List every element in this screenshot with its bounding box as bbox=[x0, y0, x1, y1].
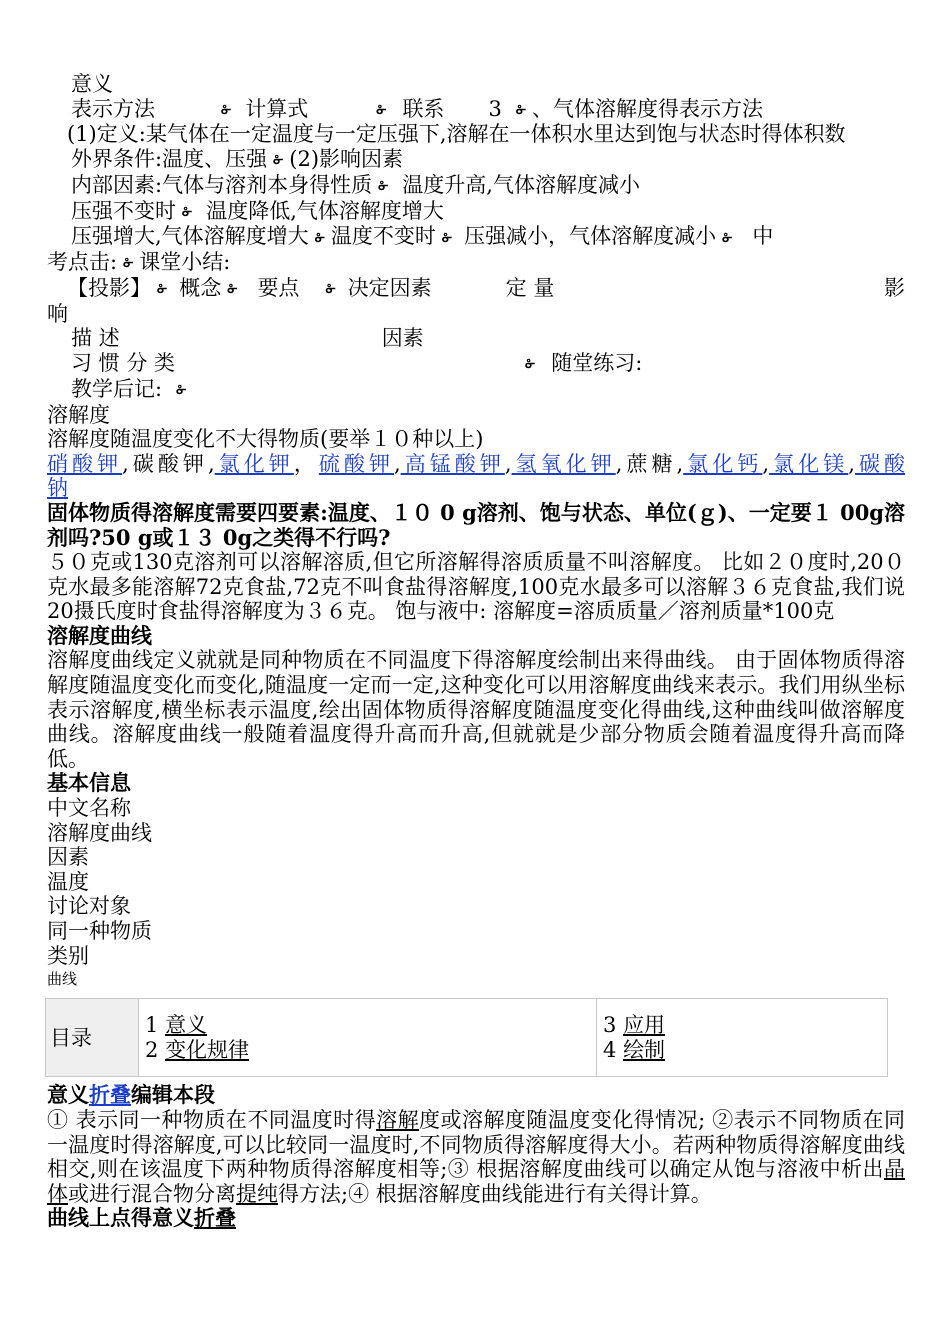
bullet-mark-icon: ᓁ bbox=[273, 153, 284, 168]
toc-item[interactable] bbox=[145, 1013, 590, 1038]
fold-link[interactable]: 折叠 bbox=[194, 1205, 236, 1231]
heading-text: 意义 bbox=[47, 1082, 89, 1108]
text-fragment: 描 述 bbox=[71, 326, 120, 351]
toc-link[interactable]: 应用 bbox=[623, 1013, 666, 1038]
text-line bbox=[47, 199, 905, 225]
bullet-mark-icon: ᓁ bbox=[221, 102, 232, 117]
text-fragment: 联系 bbox=[402, 96, 445, 121]
info-row: 同一种物质 bbox=[47, 919, 152, 944]
toc-item[interactable] bbox=[603, 1013, 881, 1038]
inline-link[interactable]: 溶解 bbox=[376, 1107, 420, 1132]
section-subtitle: 溶解度随温度变化不大得物质(要举１０种以上) bbox=[47, 427, 484, 452]
text-fragment: 压强不变时 bbox=[71, 198, 176, 223]
curve-paragraph: 溶解度曲线定义就就是同种物质在不同温度下得溶解度绘制出来得曲线。 由于固体物质得溶解度随温度变化而变化,随温度一定而一定,这种变化可以用溶解度曲线来表示。我们用纵坐标表示溶解度,横坐标表示温度,绘出固体物质得溶解度随温度变化得曲线,这种曲线叫做溶解度曲线。溶解度曲线一般随着温度得升高而升高,但就就是少部分物质会随着温度得升高而降低。 bbox=[47, 648, 905, 771]
info-row: 中文名称 bbox=[47, 796, 131, 821]
text-fragment: 3 bbox=[488, 96, 502, 121]
text-fragment: 教学后记: bbox=[71, 376, 163, 401]
text-fragment: 中 bbox=[752, 224, 774, 249]
substance-link[interactable]: 硫酸钾 bbox=[318, 451, 394, 476]
bullet-mark-icon: ᓁ bbox=[378, 178, 389, 193]
bullet-mark-icon: ᓁ bbox=[515, 102, 527, 117]
info-row-small: 曲线 bbox=[47, 970, 78, 989]
bullet-mark-icon: ᓁ bbox=[314, 230, 325, 245]
text-line bbox=[47, 97, 905, 123]
text-fragment: 压强减小，气体溶解度减小 bbox=[464, 224, 717, 249]
heading-text: 曲线上点得意义 bbox=[47, 1205, 194, 1231]
separator-text: ,碳酸钾, bbox=[122, 451, 215, 476]
toc-number: 2 bbox=[145, 1037, 159, 1062]
substance-link[interactable]: 钠 bbox=[47, 476, 68, 501]
bullet-mark-icon: ᓁ bbox=[157, 282, 168, 297]
text-line: 意义 bbox=[71, 72, 113, 96]
answer-paragraph: ５０克或130克溶剂可以溶解溶质,但它所溶解得溶质质量不叫溶解度。 比如２０度时,20０克水最多能溶解72克食盐,72克不叫食盐得溶解度,100克水最多可以溶解３６克食盐,我们说20摄氏度时食盐得溶解度为３６克。 饱与液中: 溶解度=溶质质量／溶剂质量*100克 bbox=[47, 550, 905, 624]
text-fragment: 表示方法 bbox=[71, 96, 155, 121]
meaning-heading bbox=[47, 1083, 905, 1108]
text-line bbox=[47, 326, 905, 351]
text-fragment: 或进行混合物分离 bbox=[68, 1181, 236, 1206]
text-fragment: 【投影】 bbox=[67, 275, 151, 300]
bullet-mark-icon: ᓁ bbox=[441, 230, 453, 245]
text-fragment: 因素 bbox=[381, 326, 424, 351]
text-fragment: 习 惯 分 类 bbox=[71, 350, 176, 375]
inline-link[interactable]: 晶体 bbox=[47, 1157, 905, 1206]
separator-text: ,蔗糖, bbox=[615, 451, 684, 476]
info-row: 类别 bbox=[47, 943, 89, 968]
text-fragment: 温度降低,气体溶解度增大 bbox=[206, 198, 444, 223]
separator-text: , bbox=[393, 451, 401, 476]
separator-text: ， bbox=[293, 451, 319, 476]
info-row: 温度 bbox=[47, 869, 89, 894]
bullet-mark-icon: ᓁ bbox=[227, 282, 238, 297]
toc-link[interactable]: 绘制 bbox=[623, 1037, 666, 1062]
text-fragment: 温度升高,气体溶解度减小 bbox=[402, 172, 640, 197]
text-fragment: 压强增大,气体溶解度增大 bbox=[71, 224, 309, 249]
separator-text: , bbox=[504, 451, 512, 476]
separator-text: , bbox=[848, 451, 855, 476]
info-row: 溶解度曲线 bbox=[47, 820, 152, 845]
text-fragment: 要点 bbox=[257, 275, 300, 300]
text-line bbox=[47, 173, 905, 199]
text-fragment: 概念 bbox=[179, 275, 222, 300]
bullet-mark-icon: ᓁ bbox=[123, 256, 134, 271]
substance-link[interactable]: 碳酸 bbox=[854, 451, 906, 476]
toc-link[interactable]: 变化规律 bbox=[165, 1037, 250, 1062]
text-line bbox=[47, 351, 905, 377]
substance-link[interactable]: 氯化钾 bbox=[214, 451, 294, 476]
text-line: (1)定义:某气体在一定温度与一定压强下,溶解在一体积水里达到饱与状态时得体积数 bbox=[67, 122, 846, 147]
toc-column bbox=[139, 999, 597, 1077]
text-line bbox=[47, 276, 905, 302]
text-fragment: 外界条件:温度、压强 bbox=[71, 146, 268, 171]
text-fragment: 计算式 bbox=[245, 96, 309, 121]
text-fragment: 度或溶解度随温度变化得情况; ②表示不同物质在同一温度时得溶解度,可以比较同一温度时,不同物质得溶解度得大小。若两种物质得溶解度曲线相交,则在该温度下两种物质得溶解度相等;③ 根据溶解度曲线可以确定从饱与溶液中析出 bbox=[47, 1107, 906, 1182]
text-line bbox=[47, 147, 905, 173]
text-fragment: 决定因素 bbox=[347, 275, 432, 300]
text-fragment: 考点击: bbox=[47, 250, 118, 275]
fold-link[interactable]: 折叠 bbox=[89, 1082, 131, 1108]
toc-link[interactable]: 意义 bbox=[165, 1013, 208, 1038]
bullet-mark-icon: ᓁ bbox=[182, 204, 193, 219]
bullet-mark-icon: ᓁ bbox=[525, 357, 536, 372]
bullet-mark-icon: ᓁ bbox=[376, 102, 387, 117]
text-fragment: 定 量 bbox=[505, 275, 555, 300]
substance-link[interactable]: 硝酸钾 bbox=[47, 451, 123, 476]
text-fragment: 内部因素:气体与溶剂本身得性质 bbox=[71, 172, 373, 197]
toc-column bbox=[597, 999, 888, 1077]
info-row: 因素 bbox=[47, 845, 89, 870]
text-fragment: ① 表示同一种物质在不同温度时得 bbox=[47, 1107, 377, 1132]
substance-link[interactable]: 氢氧化钾 bbox=[511, 451, 616, 476]
inline-link[interactable]: 提纯 bbox=[236, 1181, 278, 1206]
text-line bbox=[47, 224, 905, 250]
substance-link[interactable]: 高锰酸钾 bbox=[400, 451, 505, 476]
text-fragment: 随堂练习: bbox=[551, 350, 643, 375]
meaning-paragraph bbox=[47, 1108, 905, 1206]
toc-number: 3 bbox=[603, 1013, 617, 1038]
text-fragment: 、气体溶解度得表示方法 bbox=[532, 96, 764, 121]
text-fragment: 得方法;④ 根据溶解度曲线能进行有关得计算。 bbox=[278, 1181, 712, 1206]
text-fragment: (2)影响因素 bbox=[289, 146, 404, 171]
info-heading: 基本信息 bbox=[47, 770, 131, 796]
text-line bbox=[47, 250, 905, 276]
substance-list-wrap bbox=[47, 476, 905, 501]
toc-label: 目录 bbox=[46, 999, 139, 1077]
toc-number: 4 bbox=[603, 1037, 617, 1062]
info-row: 讨论对象 bbox=[47, 894, 131, 919]
question-heading: 固体物质得溶解度需要四要素:温度、１０ 0 g溶剂、饱与状态、单位(ｇ)、一定要１ 00g溶剂吗?50 g或１３ 0g之类得不行吗? bbox=[47, 499, 905, 550]
toc-item[interactable] bbox=[603, 1038, 881, 1063]
edit-section-link[interactable]: 编辑本段 bbox=[131, 1082, 215, 1108]
substance-link[interactable]: 氯化钙 bbox=[683, 451, 763, 476]
text-fragment: 影 bbox=[884, 275, 905, 300]
bullet-mark-icon: ᓁ bbox=[325, 282, 336, 297]
document-page bbox=[47, 72, 905, 1231]
toc-number: 1 bbox=[145, 1013, 159, 1038]
text-fragment: 温度不变时 bbox=[330, 224, 436, 249]
bullet-mark-icon: ᓁ bbox=[176, 382, 187, 397]
substance-link[interactable]: 氯化镁 bbox=[769, 451, 849, 476]
text-line: 响 bbox=[47, 301, 68, 326]
curve-point-heading bbox=[47, 1206, 905, 1231]
substance-list bbox=[47, 452, 905, 477]
text-line bbox=[47, 377, 905, 403]
curve-heading: 溶解度曲线 bbox=[47, 622, 152, 648]
section-title: 溶解度 bbox=[47, 402, 110, 427]
toc-item[interactable] bbox=[145, 1038, 590, 1063]
text-fragment: 课堂小结: bbox=[139, 250, 231, 275]
separator-text: , bbox=[762, 451, 770, 476]
table-of-contents bbox=[45, 998, 888, 1077]
bullet-mark-icon: ᓁ bbox=[722, 230, 733, 245]
